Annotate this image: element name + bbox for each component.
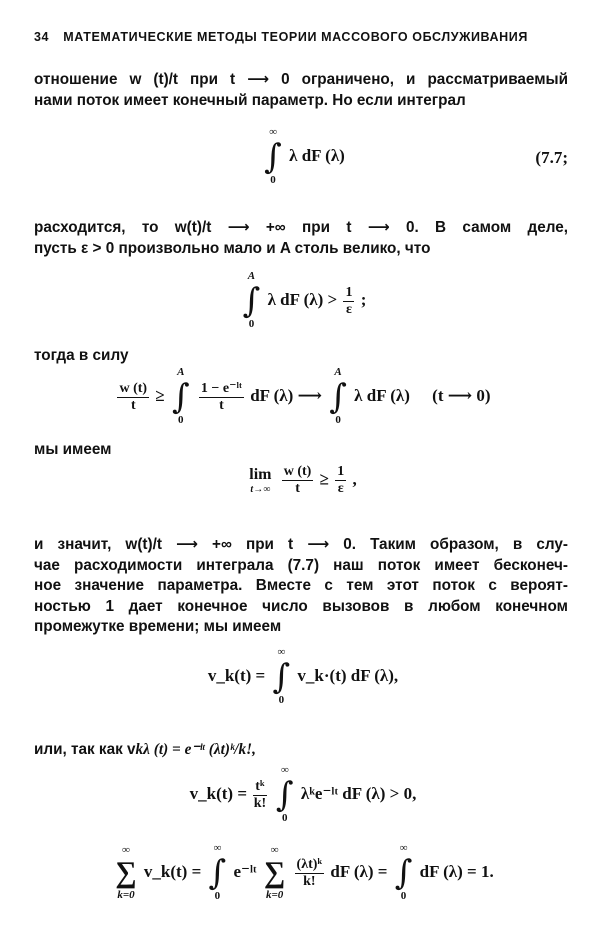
paragraph-3 <box>34 346 568 367</box>
text-line: или, так как vkλ (t) = e⁻ˡᵗ (λt)ᵏ/k!, <box>34 741 256 758</box>
text-line: ное значение параметра. Вместе с тем этот поток с вероят- <box>34 577 568 594</box>
page-number: 34 <box>34 30 50 44</box>
equation-lim: lim t→∞ $\frac{w (t)}{t}$ ≥ $\frac{1}{\varepsilon}$ , <box>249 464 357 496</box>
fraction: $\frac{1}{\varepsilon}$ <box>337 464 345 496</box>
equation-sum: ∞ ∑ k=0 v_k(t) = ∞ ∫ 0 e⁻ˡᵗ ∞ ∑ k=0 $\frac{\text{(λt)ᵏ}}{k!}$ dF (λ) = ∞ ∫ 0 dF (λ) = 1. <box>115 842 494 902</box>
text-line: расходится, то w(t)/t ⟶ +∞ при t ⟶ 0. В самом деле, <box>34 219 568 236</box>
integral-sign: A ∫ 0 <box>329 366 347 426</box>
equation-7-7 <box>0 126 606 186</box>
fraction: $\frac{1}{\varepsilon}$ <box>345 284 353 317</box>
running-header <box>34 30 566 44</box>
paragraph-4 <box>34 440 568 461</box>
paragraph-6 <box>34 740 568 761</box>
fraction: $\frac{w (t)}{t}$ <box>283 464 312 496</box>
integral-sign: ∞ ∫ 0 <box>272 646 291 706</box>
text-line: промежутке времени; мы имеем <box>34 618 282 635</box>
text-line: нами поток имеет конечный параметр. Но если интеграл <box>34 91 466 109</box>
text-line: тогда в силу <box>34 347 129 364</box>
text-line: и значит, w(t)/t ⟶ +∞ при t ⟶ 0. Таким образом, в слу- <box>34 536 568 553</box>
fraction: $\frac{w (t)}{t}$ <box>119 380 148 413</box>
integral-sign: A ∫ 0 <box>242 270 261 330</box>
integrand: λ dF (λ) <box>289 145 345 165</box>
text-line: отношение w (t)/t при t ⟶ 0 ограничено, и рассматриваемый <box>34 71 568 88</box>
equation-limit-bound: $\frac{w (t)}{t}$ ≥ A ∫ 0 $\frac{\text{1 − e⁻ˡᵗ}}{t}$ dF (λ) ⟶ A ∫ 0 λ dF (λ) (t ⟶ 0) <box>119 366 491 426</box>
fraction: $\frac{\text{(λt)ᵏ}}{k!}$ <box>296 856 323 889</box>
sum-sign: ∞ ∑ k=0 <box>115 844 137 901</box>
equation-inequality: A ∫ 0 λ dF (λ) > $\frac{1}{\varepsilon}$ ; <box>242 270 367 330</box>
integral-sign: ∞ ∫ 0 <box>208 842 227 902</box>
sum-sign: ∞ ∑ k=0 <box>263 844 286 901</box>
equation-vk-explicit: v_k(t) = $\frac{\text{tᵏ}}{k!}$ ∞ ∫ 0 λᵏe⁻ˡᵗ dF (λ) > 0, <box>189 764 417 824</box>
equation-number: (7.7; <box>535 148 568 167</box>
text-line: ностью 1 дает конечное число вызовов в любом конечном <box>34 597 568 615</box>
running-title: МАТЕМАТИЧЕСКИЕ МЕТОДЫ ТЕОРИИ МАССОВОГО ОБСЛУЖИВАНИЯ <box>63 30 528 44</box>
text-line: мы имеем <box>34 441 112 458</box>
paragraph-1 <box>34 70 568 111</box>
integral-sign: ∞ ∫ 0 <box>264 126 282 186</box>
paragraph-5 <box>34 535 568 638</box>
equation-vk: v_k(t) = ∞ ∫ 0 v_k·(t) dF (λ), <box>207 646 399 706</box>
paragraph-2 <box>34 218 568 259</box>
fraction: $\frac{\text{tᵏ}}{k!}$ <box>253 778 267 811</box>
text-line: пусть ε > 0 произвольно мало и A столь велико, что <box>34 239 431 257</box>
integral-sign: A ∫ 0 <box>171 366 190 426</box>
integral-sign: ∞ ∫ 0 <box>275 764 294 824</box>
fraction: $\frac{\text{1 − e⁻ˡᵗ}}{t}$ <box>200 381 242 413</box>
integral-sign: ∞ ∫ 0 <box>394 842 413 902</box>
limit-operator: lim t→∞ <box>249 466 272 495</box>
text-line: чае расходимости интеграла (7.7) наш поток имеет бесконеч- <box>34 556 568 574</box>
